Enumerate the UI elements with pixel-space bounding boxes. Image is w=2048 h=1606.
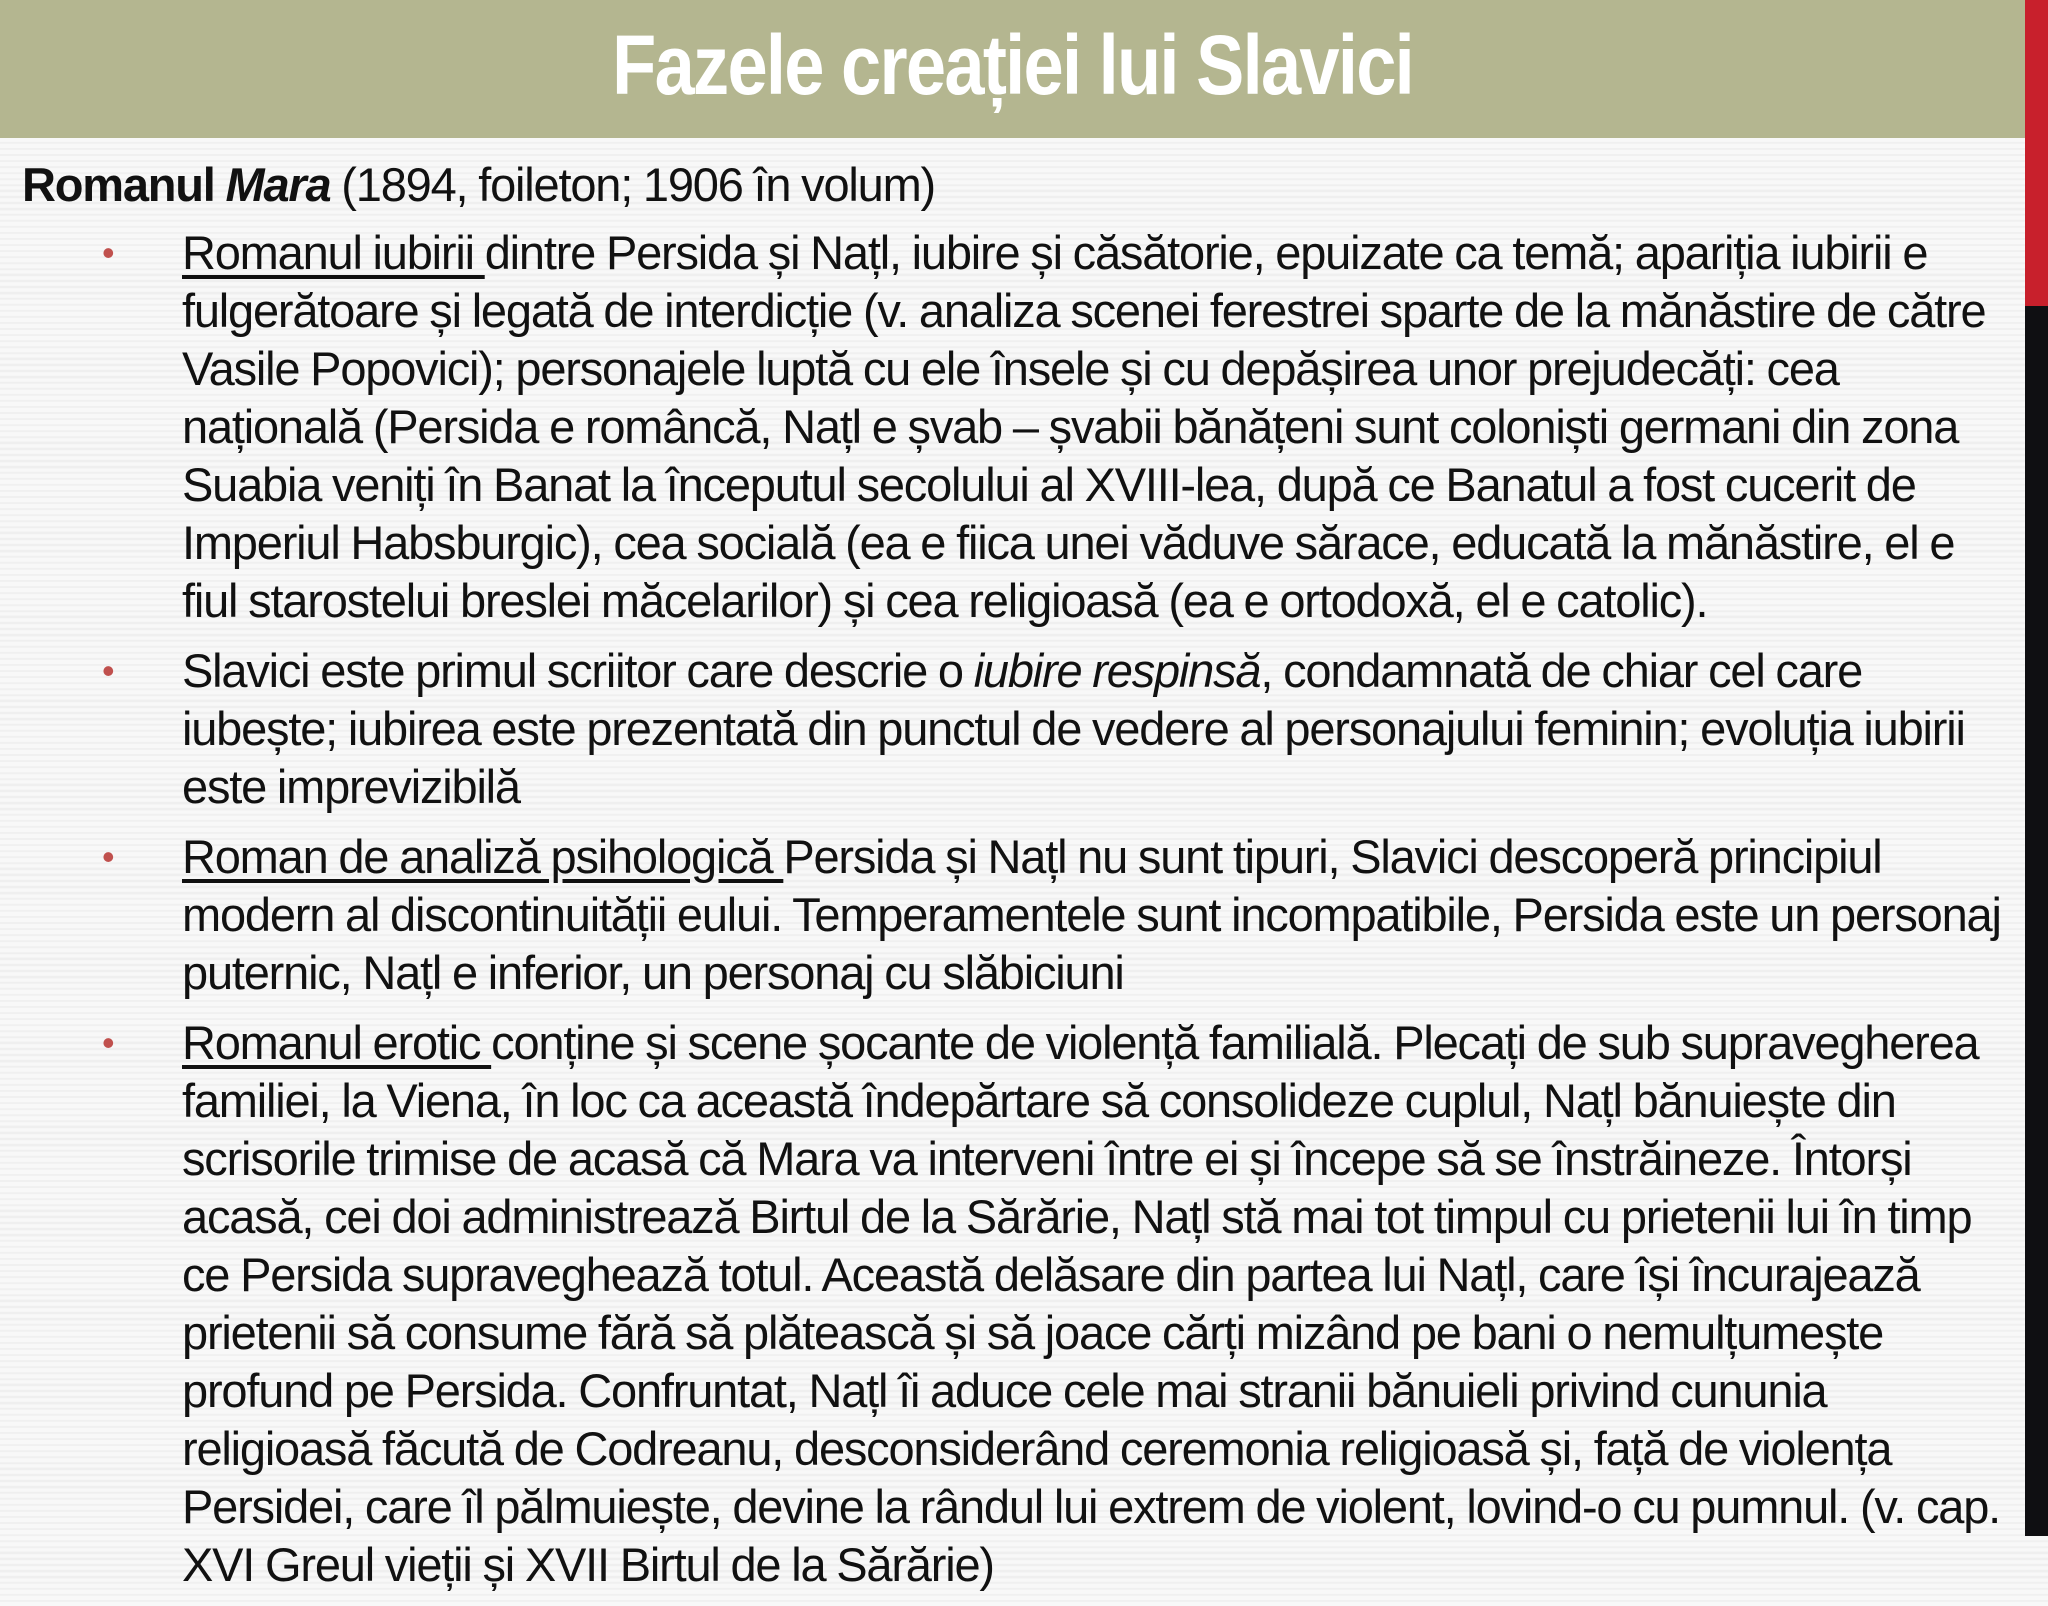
bullet-item-iubire-respinsa [102, 642, 2008, 816]
subtitle [22, 152, 2008, 218]
bullet-underline: Romanul erotic [182, 1016, 492, 1069]
subtitle-italic: Mara [225, 158, 331, 211]
slide-content [22, 152, 2008, 1606]
title-bar [0, 0, 2025, 138]
bullet-text: Persida și Națl nu sunt tipuri, Slavici descoperă principiul modern al discontinuității eului. Temperamentele sunt incompatibile, Persida este un personaj puternic, Națl e inferior, un personaj cu slăbiciuni [182, 830, 2001, 999]
bullet-text: conține și scene șocante de violență familială. Plecați de sub supravegherea familiei, la Viena, în loc ca această îndepărtare să consolideze cuplul, Națl bănuiește din scrisorile trimise de acasă că Mara va interveni între ei și începe să se înstrăineze. Întorși acasă, cei doi administrează Birtul de la Sărărie, Națl stă mai tot timpul cu prietenii lui în timp ce Persida supraveghează totul. Această delăsare din partea lui Națl, care își încurajează prietenii să consume fără să plătească și să joace cărți mizând pe bani o nemulțumește profund pe Persida. Confruntat, Națl îi aduce cele mai stranii bănuieli privind cununia religioasă făcută de Codreanu, desconsiderând ceremonia religioasă și, față de violența Persidei, care îl pălmuiește, devine la rândul lui extrem de violent, lovind-o cu pumnul. (v. cap. XVI Greul vieții și XVII Birtul de la Sărărie) [182, 1016, 2000, 1591]
accent-strip [2025, 0, 2048, 1536]
bullet-underline: Romanul iubirii [182, 226, 485, 279]
accent-strip-dark [2025, 306, 2048, 1536]
subtitle-lead: Romanul [22, 158, 226, 211]
bullet-item-romanul-erotic [102, 1014, 2008, 1594]
bullet-dot-icon: • [102, 650, 114, 691]
bullet-text-before: Slavici este primul scriitor care descrie o [182, 644, 974, 697]
bullet-underline: Roman de analiză psihologică [182, 830, 784, 883]
bullet-item-romanul-iubirii [102, 224, 2008, 630]
bullet-text-after: , condamnată de chiar cel care iubește; iubirea este prezentată din punctul de vedere al personajului feminin; evoluția iubirii este imprevizibilă [182, 644, 1965, 813]
bullet-item-analiza-psihologica [102, 828, 2008, 1002]
bullet-dot-icon: • [102, 232, 114, 273]
bullet-dot-icon: • [102, 836, 114, 877]
bullet-italic: iubire respinsă [973, 644, 1261, 697]
slide-title: Fazele creației lui Slavici [612, 17, 1413, 112]
bullet-text: dintre Persida și Națl, iubire și căsătorie, epuizate ca temă; apariția iubirii e fulgerătoare și legată de interdicție (v. analiza scenei ferestrei sparte de la mănăstire de către Vasile Popovici); personajele luptă cu ele însele și cu depășirea unor prejudecăți: cea națională (Persida e româncă, Națl e șvab – șvabii bănățeni sunt coloniști germani din zona Suabia veniți în Banat la începutul secolului al XVIII-lea, după ce Banatul a fost cucerit de Imperiul Habsburgic), cea socială (ea e fiica unei văduve sărace, educată la mănăstire, el e fiul starostelui breslei măcelarilor) și cea religioasă (ea e ortodoxă, el e catolic). [182, 226, 1986, 627]
bullet-dot-icon: • [102, 1022, 114, 1063]
accent-strip-red [2025, 0, 2048, 306]
subtitle-rest: (1894, foileton; 1906 în volum) [330, 158, 936, 211]
bullet-list [22, 224, 2008, 1594]
